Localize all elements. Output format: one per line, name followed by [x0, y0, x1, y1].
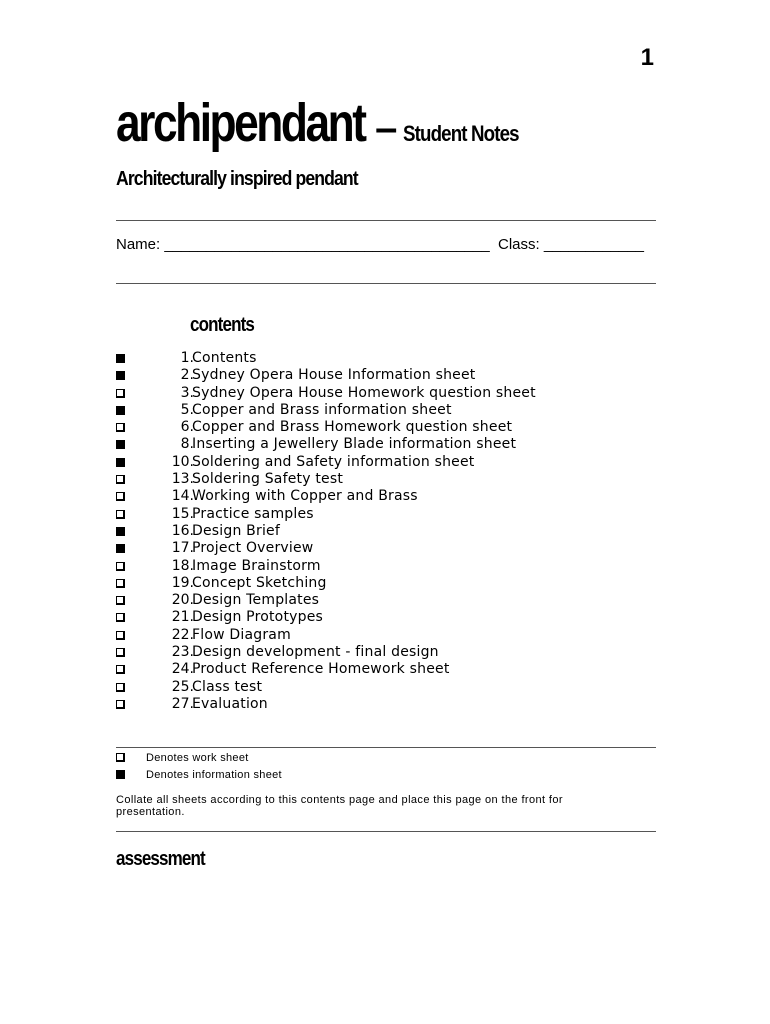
square-bullet-icon: [116, 527, 125, 536]
document-title: archipendant: [116, 93, 365, 153]
title-dash: –: [375, 106, 398, 150]
legend-work-text: Denotes work sheet: [146, 752, 249, 764]
checkbox-icon: [116, 596, 125, 605]
item-number: 22.: [171, 626, 194, 643]
item-title: Evaluation: [192, 695, 268, 712]
item-title: Project Overview: [192, 540, 314, 557]
divider-assessment: [116, 831, 656, 832]
item-number: 20.: [171, 592, 194, 609]
item-number: 16.: [171, 522, 194, 539]
item-number: 17.: [171, 540, 194, 557]
divider-form: [116, 283, 656, 284]
collate-note: Collate all sheets according to this contents page and place this page on the front for presentation.: [116, 794, 563, 818]
item-number: 14.: [171, 488, 194, 505]
checkbox-icon: [116, 683, 125, 692]
checkbox-icon: [116, 665, 125, 674]
checkbox-icon: [116, 631, 125, 640]
item-title: Practice samples: [192, 505, 314, 522]
square-bullet-icon: [116, 406, 125, 415]
checkbox-icon: [116, 562, 125, 571]
item-number: 18.: [171, 557, 194, 574]
item-title: Class test: [192, 678, 263, 695]
title-subtitle: Student Notes: [403, 121, 520, 146]
page-number: 1: [640, 44, 654, 71]
square-bullet-icon: [116, 371, 125, 380]
item-number: 5.: [180, 401, 194, 418]
divider-legend: [116, 747, 656, 748]
item-title: Soldering and Safety information sheet: [192, 453, 475, 470]
name-class-row: [116, 236, 656, 253]
item-number: 6.: [180, 419, 194, 436]
item-title: Design Templates: [192, 592, 320, 609]
checkbox-icon: [116, 579, 125, 588]
item-number: 8.: [180, 436, 194, 453]
item-number: 27.: [171, 695, 194, 712]
divider-top: [116, 220, 656, 221]
item-title: Sydney Opera House Homework question sheet: [192, 384, 536, 401]
item-number: 25.: [171, 678, 194, 695]
item-number: 23.: [171, 644, 194, 661]
checkbox-icon: [116, 753, 125, 762]
item-title: Working with Copper and Brass: [192, 488, 418, 505]
square-bullet-icon: [116, 440, 125, 449]
item-title: Copper and Brass Homework question sheet: [192, 419, 513, 436]
square-bullet-icon: [116, 770, 125, 779]
legend-info-text: Denotes information sheet: [146, 769, 282, 781]
square-bullet-icon: [116, 354, 125, 363]
item-title: Product Reference Homework sheet: [192, 661, 450, 678]
item-number: 19.: [171, 574, 194, 591]
document-subtitle: Architecturally inspired pendant: [116, 168, 358, 190]
item-title: Sydney Opera House Information sheet: [192, 367, 476, 384]
item-title: Contents: [192, 350, 257, 366]
checkbox-icon: [116, 613, 125, 622]
checkbox-icon: [116, 510, 125, 519]
item-title: Flow Diagram: [192, 626, 291, 643]
item-title: Design Brief: [192, 522, 280, 539]
item-number: 13.: [171, 471, 194, 488]
item-number: 21.: [171, 609, 194, 626]
checkbox-icon: [116, 475, 125, 484]
item-title: Concept Sketching: [192, 574, 327, 591]
item-number: 10.: [171, 453, 194, 470]
square-bullet-icon: [116, 544, 125, 553]
contents-heading: contents: [190, 314, 255, 336]
item-title: Design development - final design: [192, 644, 439, 661]
checkbox-icon: [116, 423, 125, 432]
title-line: [116, 92, 539, 154]
square-bullet-icon: [116, 458, 125, 467]
checkbox-icon: [116, 492, 125, 501]
item-title: Inserting a Jewellery Blade information sheet: [192, 436, 517, 453]
name-field: Name: _______________________________________: [116, 236, 490, 253]
item-number: 15.: [171, 505, 194, 522]
checkbox-icon: [116, 700, 125, 709]
item-number: 24.: [171, 661, 194, 678]
item-title: Design Prototypes: [192, 609, 324, 626]
item-title: Copper and Brass information sheet: [192, 401, 452, 418]
assessment-heading: assessment: [116, 848, 205, 870]
item-number: 2.: [180, 367, 194, 384]
item-number: 3.: [180, 384, 194, 401]
item-title: Image Brainstorm: [192, 557, 321, 574]
checkbox-icon: [116, 648, 125, 657]
checkbox-icon: [116, 389, 125, 398]
item-title: Soldering Safety test: [192, 471, 344, 488]
item-number: 1.: [180, 350, 194, 366]
class-field: Class: ____________: [498, 236, 644, 253]
